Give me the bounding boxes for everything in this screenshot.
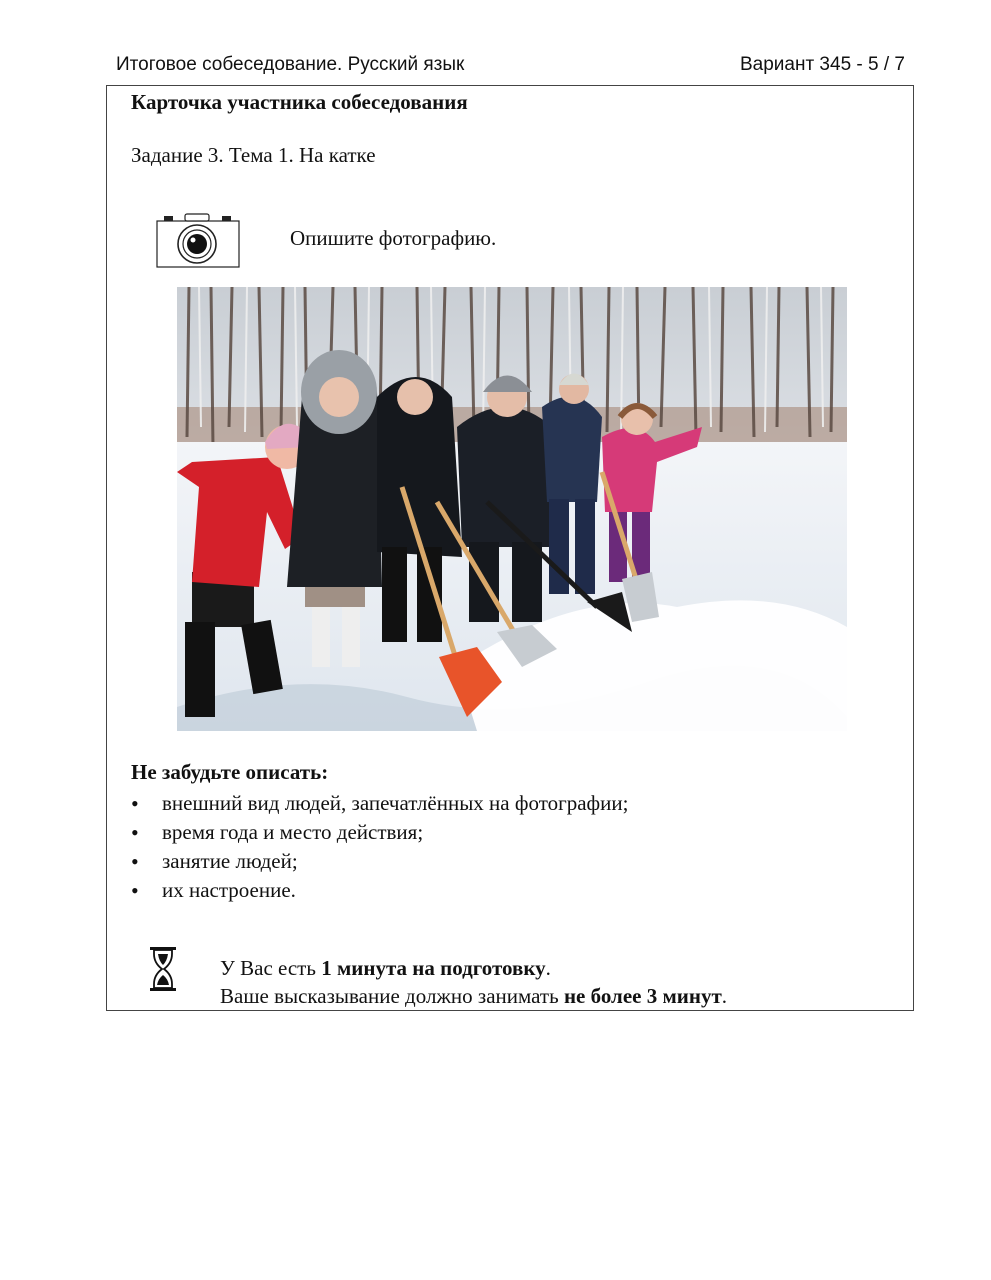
card-title: Карточка участника собеседования xyxy=(131,90,468,114)
list-item: • их настроение. xyxy=(131,876,628,905)
list-item: • внешний вид людей, запечатлённых на фотографии; xyxy=(131,789,628,818)
camera-icon xyxy=(156,212,240,268)
time-answer-text: Ваше высказывание должно занимать не более 3 минут. xyxy=(220,984,728,1008)
reminder-title: Не забудьте описать: xyxy=(131,760,329,784)
participant-card xyxy=(106,85,914,1011)
hourglass-icon xyxy=(149,946,177,992)
list-item: • занятие людей; xyxy=(131,847,628,876)
time-prep-text: У Вас есть 1 минута на подготовку. xyxy=(220,956,551,980)
task-title: Задание 3. Тема 1. На катке xyxy=(131,143,376,167)
reminder-list xyxy=(131,789,628,905)
page-header-variant: Вариант 345 - 5 / 7 xyxy=(739,54,905,75)
skating-rink-photo xyxy=(177,287,847,731)
instruction-text: Опишите фотографию. xyxy=(290,226,497,250)
page-header-title: Итоговое собеседование. Русский язык xyxy=(116,54,465,75)
list-item: • время года и место действия; xyxy=(131,818,628,847)
